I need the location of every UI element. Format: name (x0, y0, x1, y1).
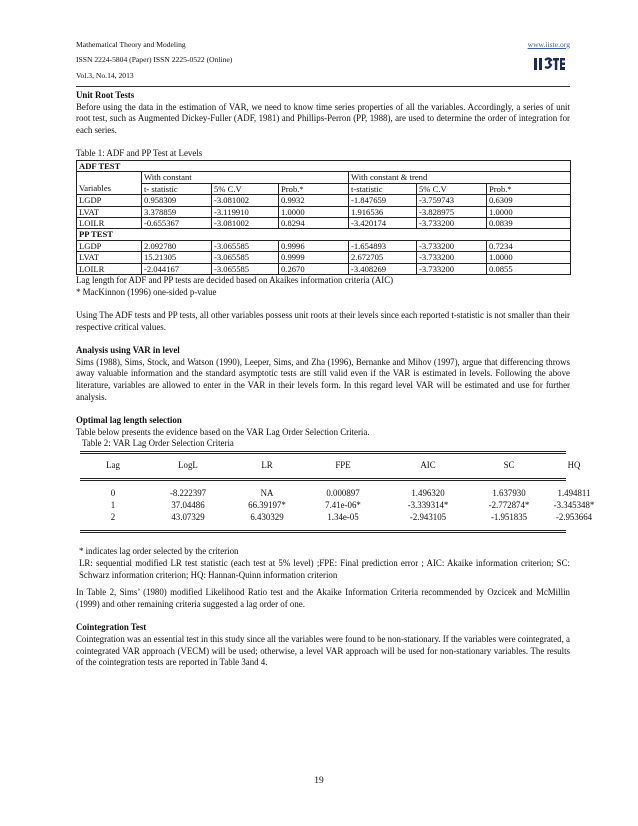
table-cell: 1 (110, 500, 116, 511)
table-cell: 1.637930 (492, 488, 526, 499)
table-cell: LOILR (77, 218, 142, 229)
table-cell: -3.065585 (212, 252, 279, 263)
table1-header-row (77, 183, 571, 194)
table-row (80, 488, 591, 500)
unit-root-paragraph: Before using the data in the estimation of VAR, we need to know time series properties of all the variables. Accordingly, a series of unit root test, such as Augmented Dickey-Fuller (ADF, 1981) and Phillips-Perron (PP, 1988), are used to determine the order of integration for each series. (76, 101, 570, 136)
adf-pp-result-paragraph: Using The ADF tests and PP tests, all other variables possess unit roots at their levels since each reported t-statistic is not smaller than their respective critical values. (76, 309, 570, 332)
article-body (76, 90, 595, 669)
table-cell: 15.21305 (142, 252, 212, 263)
table-cell: LVAT (77, 206, 142, 217)
table-cell: LOILR (77, 263, 142, 274)
table-cell: 0 (110, 488, 116, 499)
table2-caption: Table 2: VAR Lag Order Selection Criteria (82, 438, 234, 449)
table-header-cell: HQ (567, 460, 581, 471)
table-cell: -3.733200 (417, 263, 487, 274)
table-cell: 1.0000 (279, 206, 349, 217)
group-with-constant-trend: With constant & trend (349, 172, 571, 183)
table-cell: -3.828975 (417, 206, 487, 217)
table-cell: -3.081002 (212, 195, 279, 206)
var-level-heading: Analysis using VAR in level (76, 344, 180, 355)
table-cell: 37.04486 (171, 500, 205, 511)
table-row (77, 240, 571, 251)
journal-issn: ISSN 2224-5804 (Paper) ISSN 2225-0522 (Online) (76, 55, 233, 64)
header-divider (76, 86, 570, 87)
page-number: 19 (314, 776, 324, 786)
table-cell: -2.772874* (488, 500, 530, 511)
table-cell: 2.672705 (349, 252, 417, 263)
table-cell: 6.430329 (250, 512, 284, 523)
table-row (77, 206, 571, 217)
table-cell: 1.916536 (349, 206, 417, 217)
table-cell: -2.044167 (142, 263, 212, 274)
table-cell: LVAT (77, 252, 142, 263)
table-cell: -0.655367 (142, 218, 212, 229)
table-cell: -2.943105 (409, 512, 447, 523)
table-cell: 1.494811 (557, 488, 591, 499)
table-cell: 1.0000 (487, 206, 571, 217)
table1-note-aic: Lag length for ADF and PP tests are decided based on Akaikes information criteria (AIC) (76, 275, 394, 286)
table2-note-abbreviations: LR: sequential modified LR test statistic (each test at 5% level) ;FPE: Final prediction error ; AIC: Akaike information criterion; SC: Schwarz information criterion; HQ: Hannan-Quinn information criterion (79, 558, 570, 580)
journal-volume: Vol.3, No.14, 2013 (76, 71, 134, 80)
table-cell: 0.9999 (279, 252, 349, 263)
sims-paragraph: In Table 2, Sims’ (1980) modified Likelihood Ratio test and the Akaike Information Criteria recommended by Ozcicek and McMillin (1999) and other remaining criteria suggested a lag order of one. (76, 587, 570, 610)
table-cell: -3.345348* (553, 500, 595, 511)
table-cell: -3.065585 (212, 263, 279, 274)
table-cell: 0.0839 (487, 218, 571, 229)
table-cell: 7.41e-06* (325, 500, 361, 511)
pp-test-label: PP TEST (77, 229, 571, 240)
table2-note-asterisk: * indicates lag order selected by the criterion (79, 546, 239, 557)
table-cell: -3.339314* (407, 500, 449, 511)
table-row (80, 512, 593, 524)
table-cell: -3.733200 (417, 240, 487, 251)
table-cell: -3.420174 (349, 218, 417, 229)
table-rule (80, 532, 566, 533)
table-header-cell: Prob.* (487, 183, 571, 194)
table-cell: 1.34e-05 (327, 512, 359, 523)
table-cell: -2.953664 (555, 512, 593, 523)
table-rule (80, 451, 566, 452)
table1-caption: Table 1: ADF and PP Test at Levels (76, 148, 203, 159)
table-cell: 2 (110, 512, 116, 523)
table-header-cell: LR (261, 460, 273, 471)
table-cell: 1.0000 (487, 252, 571, 263)
table-cell: -3.733200 (417, 252, 487, 263)
table-header-cell: 5% C.V (212, 183, 279, 194)
table1-note-mackinnon: * MacKinnon (1996) one-sided p-value (76, 286, 217, 297)
table-cell: 0.8294 (279, 218, 349, 229)
table-cell: LGDP (77, 195, 142, 206)
table-row (77, 263, 571, 274)
table-header-cell: Variables (77, 183, 142, 194)
table-cell: -3.759743 (417, 195, 487, 206)
table-cell: 43.07329 (171, 512, 205, 523)
table-cell: -8.222397 (169, 488, 207, 499)
table-header-cell: Prob.* (279, 183, 349, 194)
journal-title: Mathematical Theory and Modeling (76, 40, 186, 49)
table-rule (80, 530, 566, 531)
table-cell: 0.0855 (487, 263, 571, 274)
table-header-cell: 5% C.V (417, 183, 487, 194)
table-cell: 0.6309 (487, 195, 571, 206)
table-header-cell: LogL (178, 460, 198, 471)
table-cell: 3.378859 (142, 206, 212, 217)
table-cell: 1.496320 (411, 488, 445, 499)
table2-header-row (80, 460, 581, 472)
table-cell: 0.9932 (279, 195, 349, 206)
table-cell: -3.733200 (417, 218, 487, 229)
table-cell: LGDP (77, 240, 142, 251)
var-lag-table (76, 438, 595, 546)
table-row (77, 195, 571, 206)
lag-selection-heading: Optimal lag length selection (76, 414, 182, 425)
table-header-cell: FPE (335, 460, 351, 471)
table-rule (80, 478, 566, 479)
cointegration-heading: Cointegration Test (76, 622, 147, 633)
table-header-cell: Lag (106, 460, 120, 471)
table-cell: 2.092780 (142, 240, 212, 251)
table-cell: -1.654893 (349, 240, 417, 251)
table-header-cell: SC (503, 460, 515, 471)
table-cell: -3.081002 (212, 218, 279, 229)
lag-selection-paragraph: Table below presents the evidence based on the VAR Lag Order Selection Criteria. (76, 426, 370, 437)
table-header-cell: t-statistic (349, 183, 417, 194)
journal-url-link[interactable]: www.iiste.org (527, 40, 570, 49)
table-cell: -1.951835 (490, 512, 528, 523)
table-cell: -3.408269 (349, 263, 417, 274)
table-row (80, 500, 595, 512)
table-cell: -1.847659 (349, 195, 417, 206)
adf-pp-table (76, 160, 571, 275)
adf-test-label: ADF TEST (77, 161, 571, 172)
unit-root-heading: Unit Root Tests (76, 90, 135, 100)
table-cell: -3.065585 (212, 240, 279, 251)
table-rule (80, 480, 566, 481)
var-level-paragraph: Sims (1988), Sims, Stock, and Watson (1990), Leeper, Sims, and Zha (1996), Bernanke and Mihov (1997), argue that differencing throws away valuable information and the standard asymptotic tests are still valid even if the VAR is estimated in levels. Following the above literature, variables are allowed to enter in the VAR in their levels form. In this regard level VAR will be estimated and use for further analysis. (76, 356, 570, 402)
table-cell: 0.958309 (142, 195, 212, 206)
table-rule (80, 453, 566, 454)
table-cell: NA (260, 488, 274, 499)
table-row (77, 252, 571, 263)
table-cell: 0.9996 (279, 240, 349, 251)
table-cell: 66.39197* (248, 500, 286, 511)
table-cell: 0.7234 (487, 240, 571, 251)
table-cell: 0.000897 (326, 488, 360, 499)
table-cell: 0.2670 (279, 263, 349, 274)
table-cell: -3.119910 (212, 206, 279, 217)
table-header-cell: AIC (420, 460, 436, 471)
iiste-logo-icon (532, 52, 566, 74)
table-row (77, 218, 571, 229)
table-header-cell: t- statistic (142, 183, 212, 194)
cointegration-paragraph: Cointegration was an essential test in this study since all the variables were found to be non-stationary. If the variables were cointegrated, a cointegrated VAR approach (VECM) will be used; otherwise, a level VAR approach will be used for non-stationary variables. The results of the cointegration tests are reported in Table 3and 4. (76, 634, 570, 668)
group-with-constant: With constant (142, 172, 349, 183)
